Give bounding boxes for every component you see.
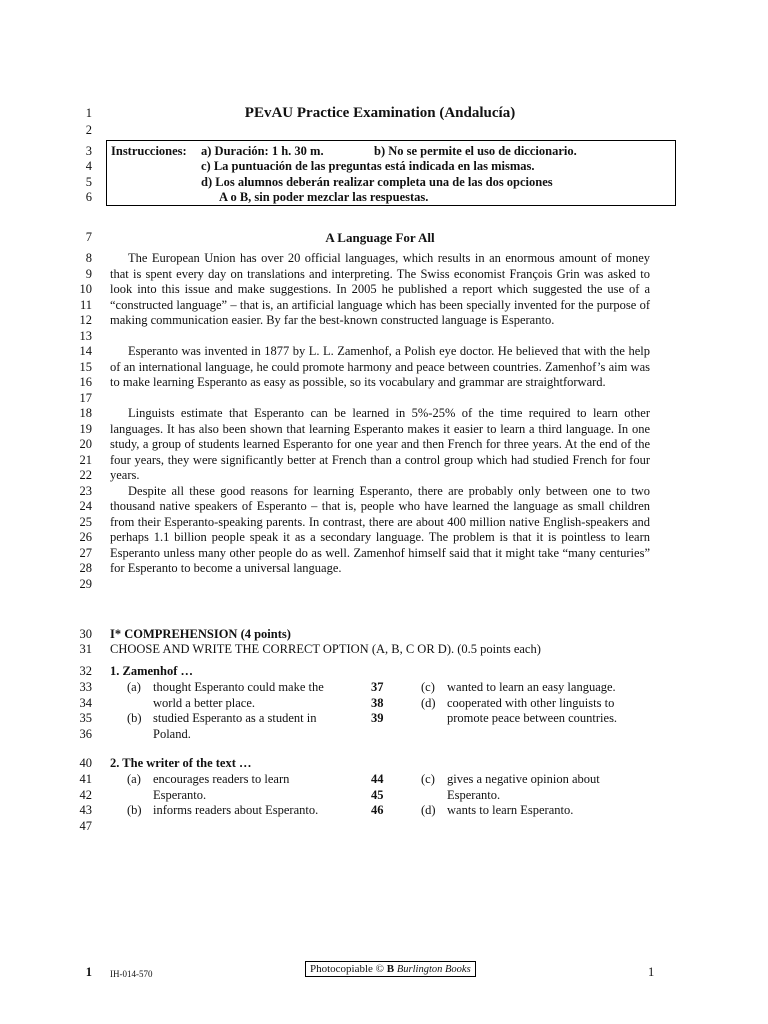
line-number: 19 — [79, 421, 92, 436]
option-text: encourages readers to learn — [153, 772, 290, 786]
instruction-b: b) No se permite el uso de diccionario. — [374, 144, 577, 158]
line-number: 24 — [79, 499, 92, 513]
option-letter: (d) — [421, 803, 436, 817]
option-text: wants to learn Esperanto. — [447, 803, 574, 817]
question-stem: 1. Zamenhof … — [110, 664, 193, 678]
line-number: 11 — [79, 297, 92, 312]
line-number: 16 — [79, 375, 92, 389]
option-letter: (d) — [421, 695, 436, 710]
line-number: 20 — [79, 437, 92, 451]
line-number: 5 — [85, 175, 92, 189]
option-text: wanted to learn an easy language. — [447, 680, 616, 694]
article-paragraph: Linguists estimate that Esperanto can be learned in 5%-25% of the time required to learn other languages. It has also been shown that learning Esperanto makes it easier to learn a third language. In one study, a group of students learned Esperanto for one year and then French for three years. At the end of the four years, they were significantly better at French than a control group which had studied French for four years. — [110, 406, 650, 482]
page-number: 1 — [648, 965, 655, 979]
line-number: 47 — [79, 818, 92, 833]
instruction-d-continued: A o B, sin poder mezclar las respuestas. — [219, 190, 429, 204]
line-number: 34 — [79, 695, 92, 710]
publisher-name: Burlington Books — [396, 964, 471, 975]
instruction-d: d) Los alumnos deberán realizar completa una de las dos opciones — [201, 175, 553, 189]
line-number: 45 — [371, 787, 384, 802]
line-number: 15 — [79, 359, 92, 374]
option-letter: (b) — [127, 803, 142, 817]
line-number: 38 — [371, 695, 384, 710]
instruction-a: a) Duración: 1 h. 30 m. — [201, 144, 324, 158]
line-number: 40 — [79, 756, 92, 770]
section-instruction: CHOOSE AND WRITE THE CORRECT OPTION (A, B, C OR D). (0.5 points each) — [110, 642, 541, 656]
line-number: 31 — [79, 642, 92, 656]
option-letter: (c) — [421, 680, 435, 694]
page-title: PEvAU Practice Examination (Andalucía) — [244, 105, 516, 121]
option-text: Esperanto. — [447, 787, 501, 802]
line-number: 21 — [79, 452, 92, 467]
question-stem: 2. The writer of the text … — [110, 756, 252, 770]
instructions-label: Instrucciones: — [111, 144, 187, 158]
line-number: 23 — [79, 483, 92, 498]
line-number: 46 — [371, 803, 384, 817]
line-number: 3 — [85, 144, 92, 158]
option-text: world a better place. — [153, 695, 256, 710]
line-number: 6 — [85, 190, 92, 204]
option-text: thought Esperanto could make the — [153, 680, 324, 694]
option-letter: (b) — [127, 711, 142, 725]
option-text: gives a negative opinion about — [447, 772, 600, 786]
line-number: 25 — [79, 514, 92, 529]
line-number: 7 — [85, 230, 92, 244]
line-number: 2 — [85, 123, 92, 137]
option-text: cooperated with other linguists to — [447, 695, 615, 710]
line-number: 32 — [79, 664, 92, 678]
line-number: 29 — [79, 576, 92, 591]
option-text: studied Esperanto as a student in — [153, 711, 317, 725]
line-number: 8 — [85, 251, 92, 265]
line-number: 9 — [85, 266, 92, 281]
line-number: 13 — [79, 328, 92, 343]
line-number: 30 — [79, 627, 92, 641]
option-letter: (a) — [127, 680, 141, 694]
publisher-badge — [305, 961, 476, 977]
line-number: 33 — [79, 680, 92, 694]
option-text: Esperanto. — [153, 787, 207, 802]
line-number: 4 — [85, 159, 92, 173]
line-number: 12 — [79, 313, 92, 327]
line-number: 35 — [79, 711, 92, 725]
option-text: promote peace between countries. — [447, 711, 618, 725]
section-heading: I* COMPREHENSION (4 points) — [110, 627, 291, 641]
option-text: informs readers about Esperanto. — [153, 803, 319, 817]
line-number: 17 — [79, 390, 92, 405]
photocopiable-label: Photocopiable © — [310, 963, 385, 975]
document-code: IH-014-570 — [110, 969, 153, 979]
option-text: Poland. — [153, 726, 191, 741]
line-number: 39 — [371, 711, 384, 725]
line-number: 1 — [85, 106, 92, 120]
article-paragraph: The European Union has over 20 official languages, which results in an enormous amount of money that is spent every day on translations and interpreting. The Swiss economist François Grin was asked to look into this issue and make suggestions. In 2005 he published a report which suggested the use of a “constructed language” – that is, an artificial language which has been specially invented for the purpose of making communication easier. By far the best-known constructed language is Esperanto. — [110, 251, 650, 327]
line-number: 36 — [79, 726, 92, 741]
instruction-c: c) La puntuación de las preguntas está indicada en las mismas. — [201, 159, 535, 173]
line-number: 14 — [79, 344, 92, 358]
line-number: 44 — [371, 772, 384, 786]
line-number: 28 — [79, 561, 92, 575]
option-letter: (a) — [127, 772, 141, 786]
line-number: 43 — [79, 803, 92, 817]
line-number: 41 — [79, 772, 92, 786]
footer-line-number: 1 — [85, 965, 92, 979]
line-number: 18 — [79, 406, 92, 420]
line-number: 10 — [79, 282, 92, 296]
article-paragraph: Despite all these good reasons for learning Esperanto, there are probably only between one to two thousand native speakers of Esperanto – that is, people who have learned the language as small children from their Esperanto-speaking parents. In contrast, there are about 400 million native English-speakers and perhaps 1.1 billion people speak it as a secondary language. The problem is that it is pointless to learn Esperanto unless many other people do as well. Zamenhof himself said that it might take “many centuries” for Esperanto to become a universal language. — [110, 483, 650, 575]
article-paragraph: Esperanto was invented in 1877 by L. L. Zamenhof, a Polish eye doctor. He believed that with the help of an international language, he could promote harmony and peace between countries. Zamenhof’s aim was to make learning Esperanto as easy as possible, so its vocabulary and grammar are straightforward. — [110, 344, 650, 389]
line-number: 26 — [79, 530, 92, 544]
article-heading: A Language For All — [325, 230, 435, 245]
burlington-logo-icon: B — [386, 963, 395, 975]
line-number: 37 — [371, 680, 384, 694]
line-number: 22 — [79, 468, 92, 482]
option-letter: (c) — [421, 772, 435, 786]
line-number: 27 — [79, 545, 92, 560]
line-number: 42 — [79, 787, 92, 802]
